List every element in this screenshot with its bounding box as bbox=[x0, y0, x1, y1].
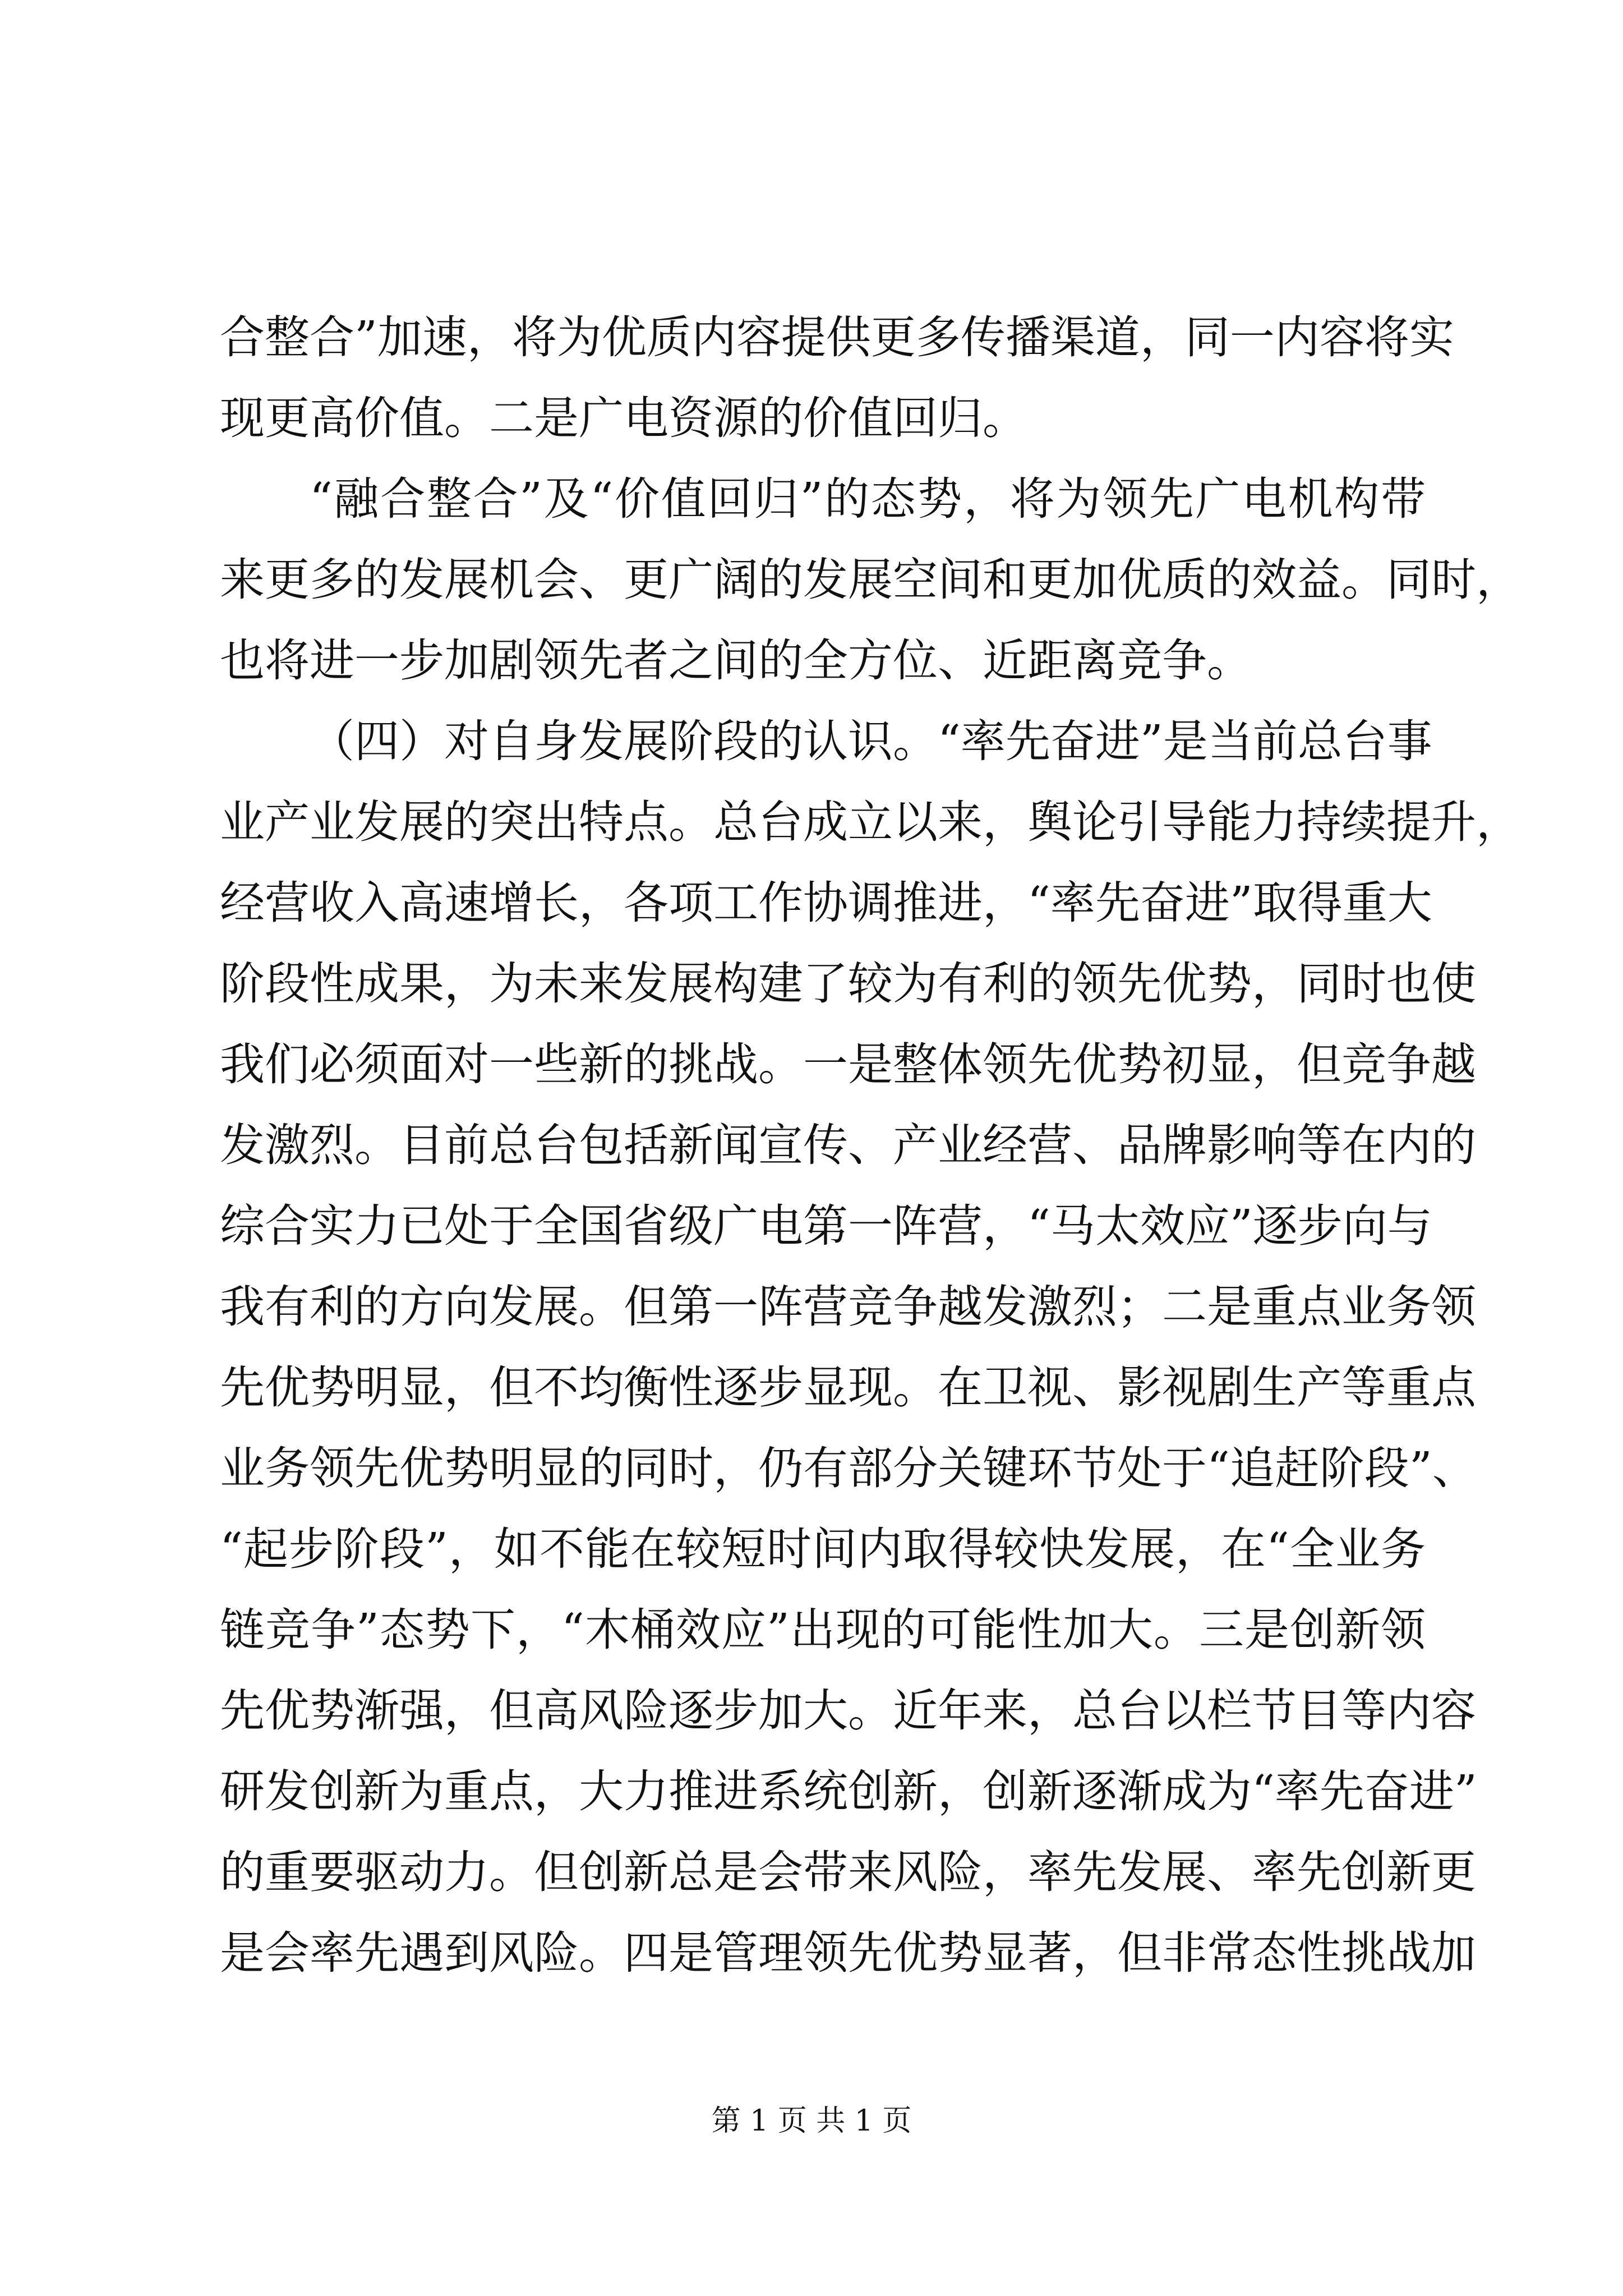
text-line: “融合整合”及“价值回归”的态势，将为领先广电机构带 bbox=[310, 473, 1426, 525]
text-line: （四）对自身发展阶段的认识。“率先奋进”是当前总台事 bbox=[310, 715, 1432, 767]
text-line: 发激烈。目前总台包括新闻宣传、产业经营、品牌影响等在内的 bbox=[220, 1119, 1476, 1171]
text-line: 来更多的发展机会、更广阔的发展空间和更加优质的效益。同时， bbox=[220, 554, 1521, 606]
text-line bbox=[220, 1994, 1426, 2074]
text-line: 我们必须面对一些新的挑战。一是整体领先优势初显，但竞争越 bbox=[220, 1038, 1476, 1091]
text-line: 经营收入高速增长，各项工作协调推进，“率先奋进”取得重大 bbox=[220, 877, 1432, 929]
text-line: 我有利的方向发展。但第一阵营竞争越发激烈；二是重点业务领 bbox=[220, 1281, 1476, 1333]
page-number-label: 第 1 页 共 1 页 bbox=[711, 2104, 912, 2138]
text-line: 综合实力已处于全国省级广电第一阵营，“马太效应”逐步向与 bbox=[220, 1200, 1432, 1252]
text-line: 业产业发展的突出特点。总台成立以来，舆论引导能力持续提升， bbox=[220, 796, 1521, 848]
text-line: 链竞争”态势下，“木桶效应”出现的可能性加大。三是创新领 bbox=[220, 1604, 1426, 1656]
text-line: 合整合”加速，将为优质内容提供更多传播渠道，同一内容将实 bbox=[220, 311, 1454, 364]
text-line: 的重要驱动力。但创新总是会带来风险，率先发展、率先创新更 bbox=[220, 1846, 1476, 1898]
text-line: 先优势渐强，但高风险逐步加大。近年来，总台以栏节目等内容 bbox=[220, 1685, 1476, 1737]
text-line: 先优势明显，但不均衡性逐步显现。在卫视、影视剧生产等重点 bbox=[220, 1361, 1476, 1414]
text-line: 也将进一步加剧领先者之间的全方位、近距离竞争。 bbox=[220, 634, 1252, 687]
text-line: “起步阶段”，如不能在较短时间内取得较快发展，在“全业务 bbox=[220, 1523, 1426, 1575]
text-line: 是会率先遇到风险。四是管理领先优势显著，但非常态性挑战加 bbox=[220, 1927, 1476, 1979]
text-line: 研发创新为重点，大力推进系统创新，创新逐渐成为“率先奋进” bbox=[220, 1765, 1477, 1818]
document-body bbox=[220, 297, 1521, 2074]
text-line: 阶段性成果，为未来发展构建了较为有利的领先优势，同时也使 bbox=[220, 958, 1476, 1010]
text-line: 现更高价值。二是广电资源的价值回归。 bbox=[220, 392, 1027, 444]
text-line: 业务领先优势明显的同时，仍有部分关键环节处于“追赶阶段”、 bbox=[220, 1442, 1477, 1494]
page-footer bbox=[0, 2097, 1623, 2139]
